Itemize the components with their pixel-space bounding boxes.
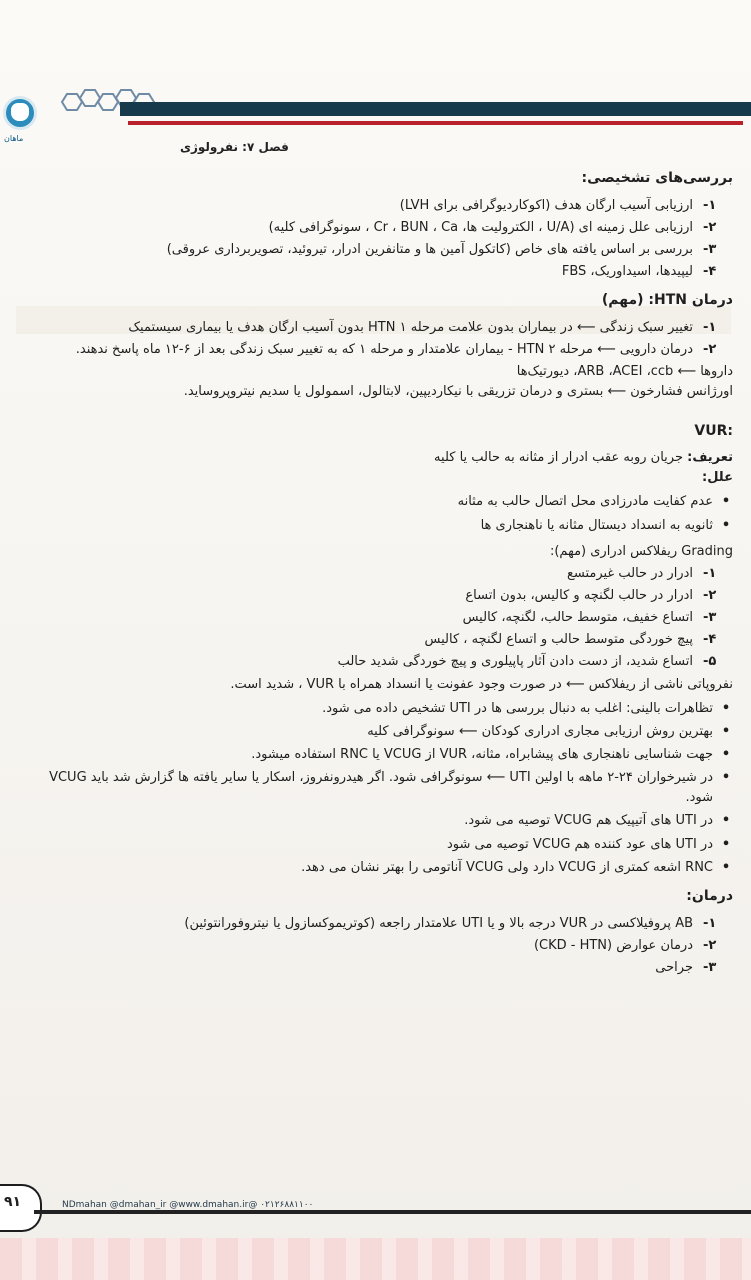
grade-text: اتساع خفیف، متوسط حالب، لگنچه، کالیس <box>462 610 693 626</box>
treatment-item <box>18 958 733 978</box>
htn-text: تغییر سبک زندگی ⟵ در بیماران بدون علامت مرحله ۱ HTN بدون آسیب ارگان هدف یا بیماری سیستمیک <box>128 319 693 335</box>
page-number: ۹۱ <box>4 1194 22 1210</box>
htn-item <box>18 318 733 338</box>
footer-line <box>34 1210 751 1214</box>
logo-text: ماهان <box>4 134 24 143</box>
treatment-number: ۲- <box>703 937 717 953</box>
diagnostic-text: بررسی بر اساس یافته های خاص (کاتکول آمین ها و متانفرین ادرار، تیروئید، تصویربرداری عروقی) <box>166 241 693 257</box>
grade-number: ۱- <box>703 565 717 581</box>
footer-contact: ۰۲۱۲۶۸۸۱۱۰۰ @NDmahan @dmahan_ir @www.dmahan.ir <box>62 1200 314 1210</box>
htn-number: ۲- <box>703 342 717 358</box>
grade-number: ۳- <box>703 610 717 626</box>
drug-line: داروها ⟵ ARB ،ACEI ،ccb، دیورتیک‌ها <box>516 364 733 380</box>
grade-number: ۴- <box>703 632 717 648</box>
clinical-text: تظاهرات بالینی: اغلب به دنبال بررسی ها در UTI تشخیص داده می شود. <box>322 700 713 716</box>
clinical-text: در شیرخواران ۲۴-۲ ماهه با اولین UTI ⟵ سونوگرافی شود. اگر هیدرونفروز، اسکار یا سایر یافته ها گزارش شد باید VCUG شود. <box>49 770 713 806</box>
diagnostic-item <box>18 262 733 282</box>
cause-text: عدم کفایت مادرزادی محل اتصال حالب به مثانه <box>457 494 713 510</box>
bullet-icon: • <box>721 700 731 716</box>
grade-item <box>18 608 733 628</box>
grade-item <box>18 586 733 606</box>
clinical-text: جهت شناسایی ناهنجاری های پیشابراه، مثانه، VUR از VCUG یا RNC استفاده میشود. <box>251 747 713 763</box>
clinical-item <box>18 811 733 831</box>
emergency-line: اورژانس فشارخون ⟵ بستری و درمان تزریقی با نیکاردیپین، لابتالول، اسمولول یا سدیم نیتروپروساید. <box>183 384 733 400</box>
grade-text: پیچ خوردگی متوسط حالب و اتساع لگنچه ، کالیس <box>424 632 693 648</box>
grading-title: Grading ریفلاکس ادراری (مهم): <box>549 543 733 559</box>
grade-number: ۵- <box>703 654 717 670</box>
grade-item <box>18 630 733 650</box>
header-red-line <box>128 121 743 125</box>
diagnostic-text: لیپیدها، اسیداوریک، FBS <box>561 264 693 280</box>
treatment-text: AB پروفیلاکسی در VUR درجه بالا و یا UTI علامتدار راجعه (کوتریموکسازول یا نیتروفورانتوئین) <box>184 915 693 931</box>
bullet-icon: • <box>721 770 731 786</box>
footer-decorative-stripe <box>0 1238 751 1280</box>
htn-text: درمان دارویی ⟵ مرحله ۲ HTN - بیماران علامتدار و مرحله ۱ که به تغییر سبک زندگی بعد از ۶-۱۲ ماه پاسخ ندهند. <box>75 342 693 358</box>
bullet-icon: • <box>721 517 731 533</box>
diagnostic-item <box>18 218 733 238</box>
diagnostic-item <box>18 196 733 216</box>
content-area <box>18 160 733 980</box>
clinical-item <box>18 768 733 808</box>
header-band <box>120 102 751 116</box>
htn-item <box>18 340 733 360</box>
htn-title: درمان HTN: (مهم) <box>601 292 733 309</box>
nephropathy-note: نفروپاتی ناشی از ریفلاکس ⟵ در صورت وجود عفونت یا انسداد همراه با VUR ، شدید است. <box>230 676 733 692</box>
vur-title: :VUR <box>694 422 733 439</box>
grade-text: ادرار در حالب لگنچه و کالیس، بدون اتساع <box>465 588 693 604</box>
diagnostic-text: ارزیابی آسیب ارگان هدف (اکوکاردیوگرافی برای LVH) <box>399 197 693 213</box>
treatment-title: درمان: <box>686 887 733 904</box>
diagnostic-number: ۱- <box>703 197 717 213</box>
logo <box>0 88 44 154</box>
grade-number: ۲- <box>703 588 717 604</box>
definition-label: تعریف: <box>687 450 733 466</box>
definition-text: جریان روبه عقب ادرار از مثانه به حالب یا کلیه <box>434 450 683 466</box>
treatment-number: ۱- <box>703 915 717 931</box>
treatment-number: ۳- <box>703 959 717 975</box>
tooth-icon <box>11 103 29 121</box>
treatment-text: جراحی <box>655 959 693 975</box>
clinical-text: RNC اشعه کمتری از VCUG دارد ولی VCUG آناتومی را بهتر نشان می دهد. <box>301 859 713 875</box>
clinical-item <box>18 835 733 855</box>
treatment-item <box>18 936 733 956</box>
cause-item <box>18 516 733 536</box>
grade-text: ادرار در حالب غیرمتسع <box>566 565 693 581</box>
diagnostic-title: بررسی‌های تشخیصی: <box>581 170 733 186</box>
diagnostic-number: ۲- <box>703 219 717 235</box>
clinical-list <box>18 699 733 878</box>
cause-text: ثانویه به انسداد دیستال مثانه یا ناهنجاری ها <box>480 517 713 533</box>
htn-number: ۱- <box>703 319 717 335</box>
treatment-text: درمان عوارض (CKD - HTN) <box>533 937 693 953</box>
clinical-item <box>18 699 733 719</box>
grade-item <box>18 652 733 672</box>
cause-item <box>18 492 733 512</box>
vur-definition <box>18 448 733 468</box>
diagnostic-item <box>18 240 733 260</box>
bullet-icon: • <box>721 494 731 510</box>
clinical-item <box>18 858 733 878</box>
chapter-title: فصل ۷: نفرولوژی <box>180 140 289 154</box>
bullet-icon: • <box>721 836 731 852</box>
causes-label: علل: <box>702 470 733 486</box>
clinical-item <box>18 722 733 742</box>
clinical-text: در UTI های عود کننده هم VCUG توصیه می شود <box>446 836 713 852</box>
grade-text: اتساع شدید، از دست دادن آثار پاپیلوری و پیچ خوردگی شدید حالب <box>337 654 693 670</box>
treatment-item <box>18 914 733 934</box>
clinical-text: در UTI های آتیپیک هم VCUG توصیه می شود. <box>464 813 713 829</box>
footer <box>0 1162 751 1280</box>
bullet-icon: • <box>721 859 731 875</box>
clinical-item <box>18 745 733 765</box>
diagnostic-number: ۴- <box>703 264 717 280</box>
diagnostic-text: ارزیابی علل زمینه ای (U/A ، الکترولیت ها، Cr ، BUN ، Ca ، سونوگرافی کلیه) <box>268 219 693 235</box>
diagnostic-number: ۳- <box>703 241 717 257</box>
bullet-icon: • <box>721 723 731 739</box>
causes-list <box>18 492 733 535</box>
bullet-icon: • <box>721 747 731 763</box>
grade-item <box>18 564 733 584</box>
bullet-icon: • <box>721 813 731 829</box>
diagnostic-list <box>18 196 733 283</box>
clinical-text: بهترین روش ارزیابی مجاری ادراری کودکان ⟵ سونوگرافی کلیه <box>367 723 713 739</box>
